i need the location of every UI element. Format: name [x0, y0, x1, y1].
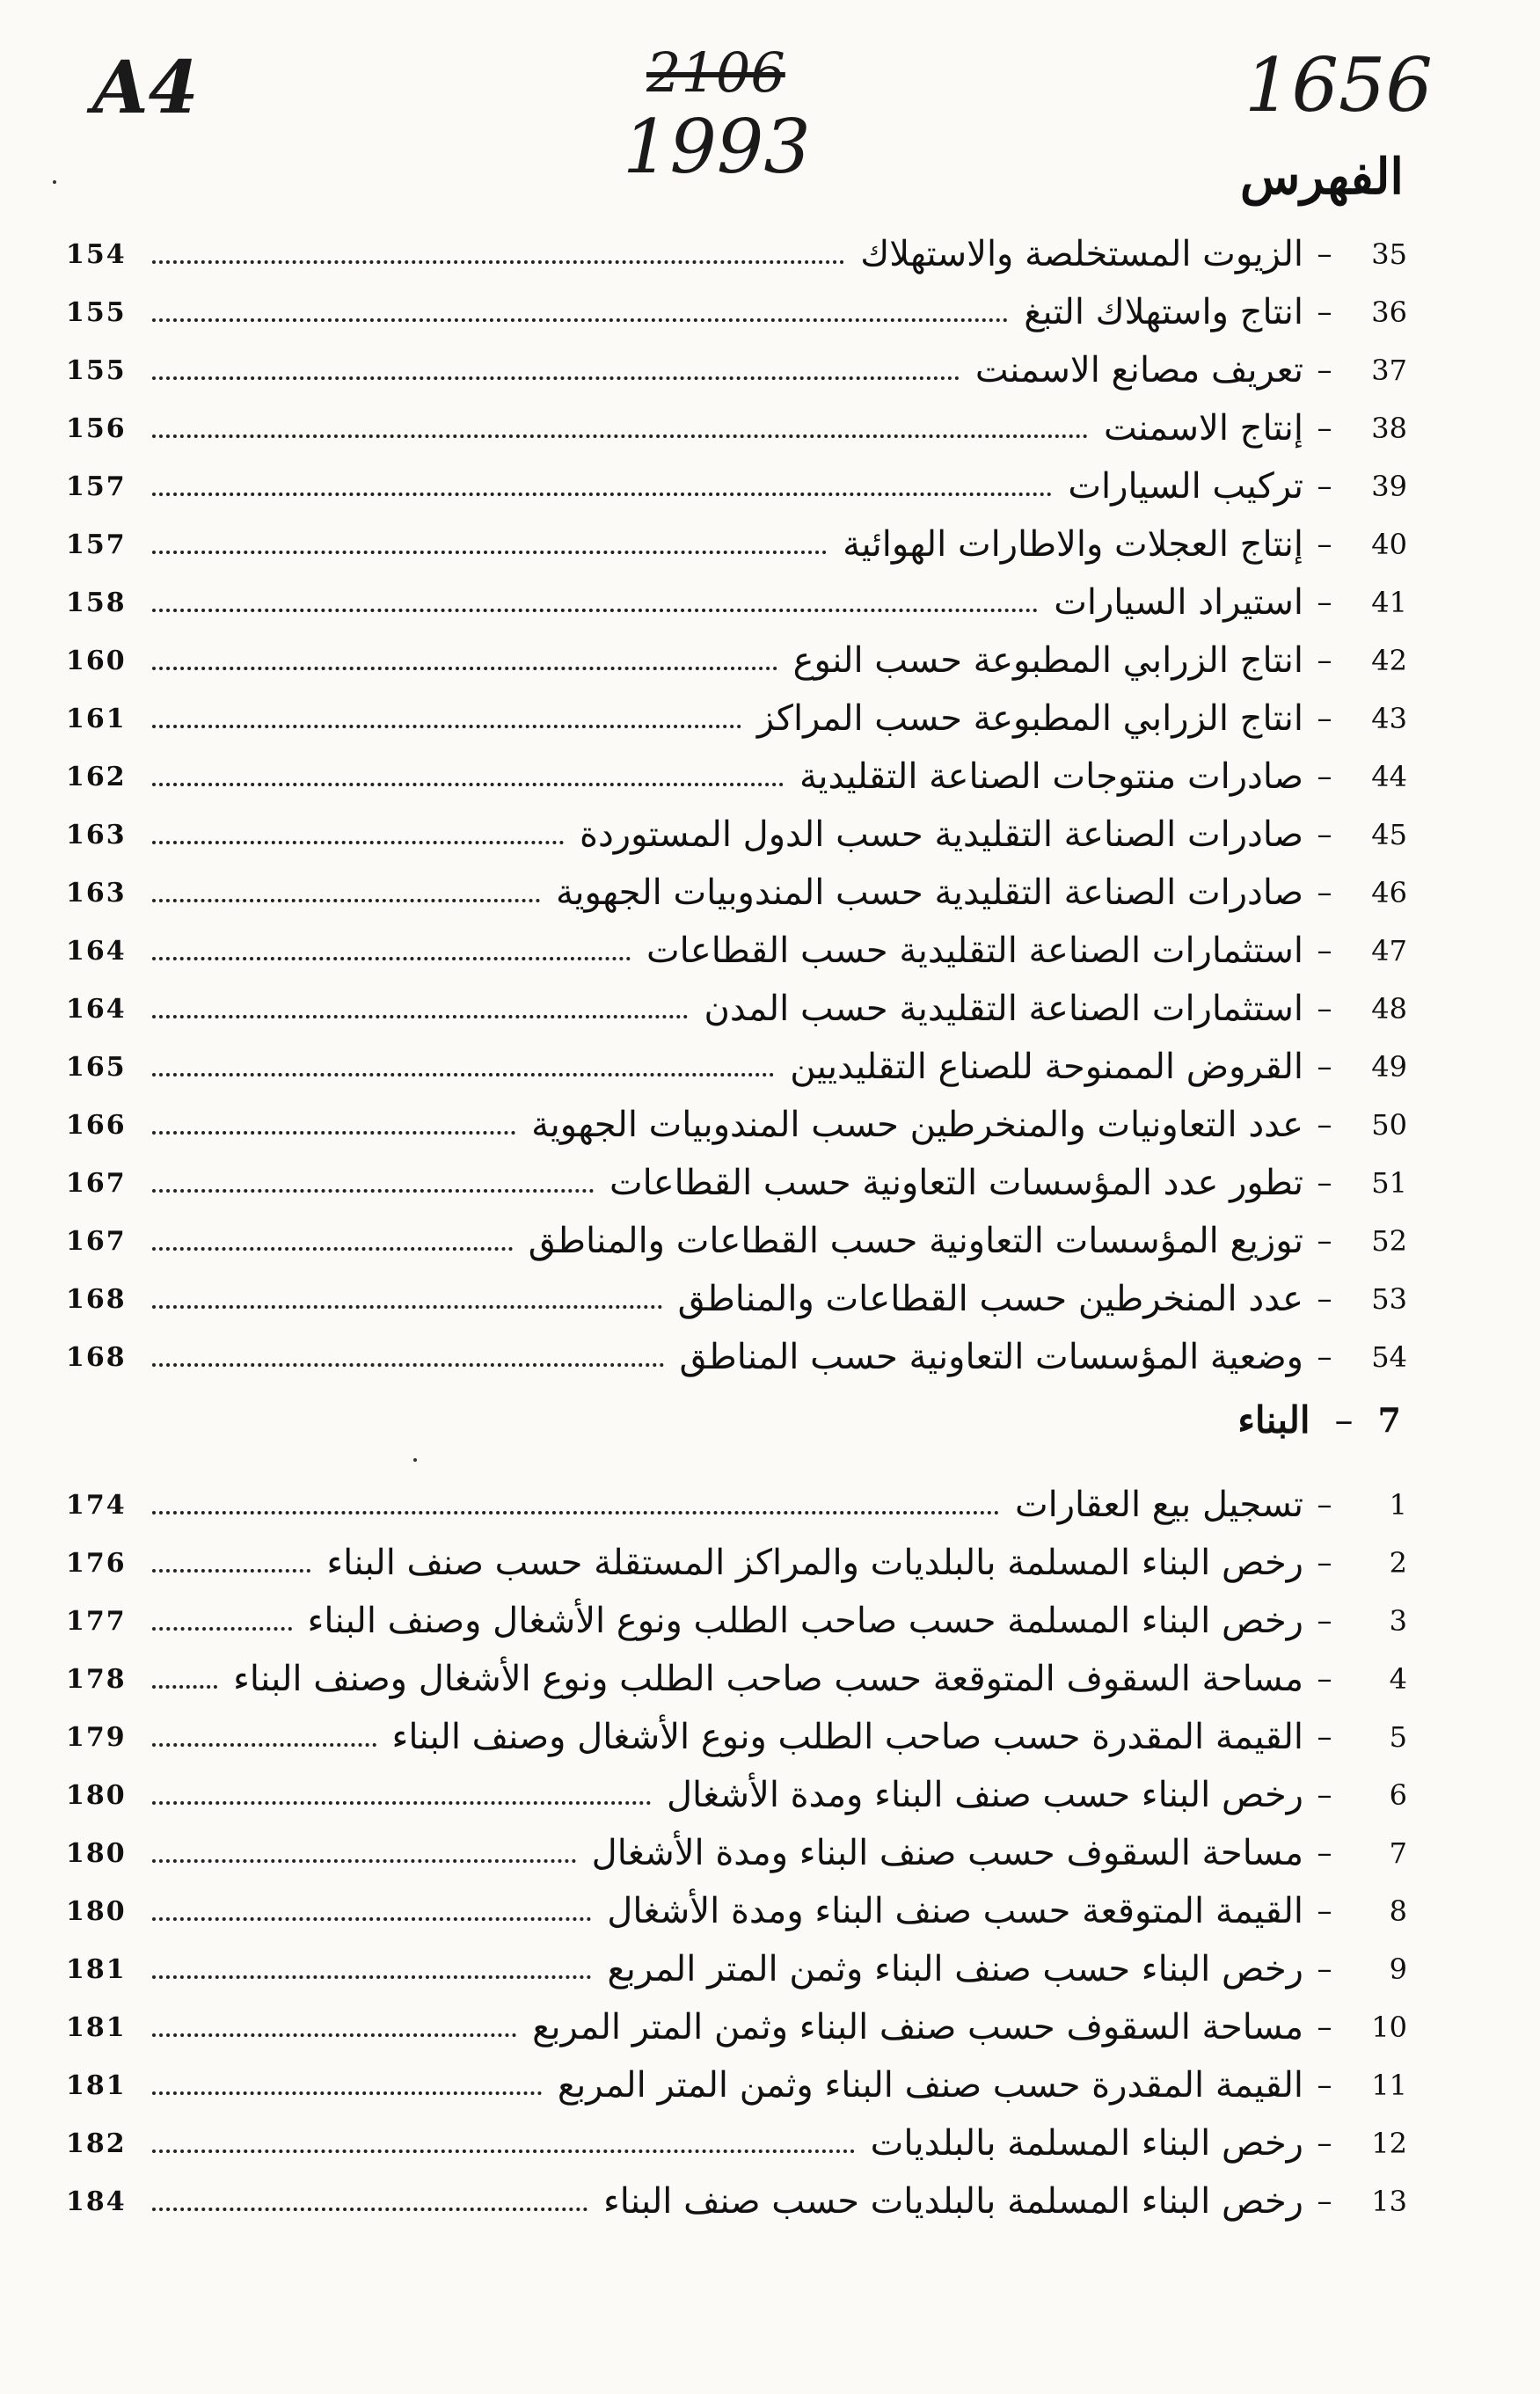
dot-leader	[152, 1685, 217, 1689]
page-number: 165	[66, 1051, 127, 1083]
toc-entry	[66, 1942, 1407, 1996]
page-number: 161	[66, 703, 127, 734]
page-number: 168	[66, 1341, 127, 1373]
dot-leader	[152, 725, 741, 728]
dot-leader	[152, 493, 1052, 496]
page-number: 180	[66, 1779, 127, 1811]
entry-dash: –	[1317, 1545, 1332, 1580]
entry-number: 44	[1371, 760, 1407, 793]
entry-number: 43	[1371, 702, 1407, 735]
toc-entry	[66, 1652, 1407, 1706]
entry-title: مساحة السقوف المتوقعة حسب صاحب الطلب ونوع الأشغال وصنف البناء	[233, 1659, 1303, 1699]
entry-dash: –	[1317, 469, 1332, 504]
page-number: 156	[66, 412, 127, 444]
entry-dash: –	[1317, 817, 1332, 852]
page-number: 164	[66, 935, 127, 967]
entry-dash: –	[1317, 2010, 1332, 2045]
entry-number: 46	[1371, 876, 1407, 909]
entry-dash: –	[1317, 1836, 1332, 1871]
entry-dash: –	[1317, 1487, 1332, 1522]
dot-leader	[152, 260, 844, 264]
handwritten-struck-number: 2106	[646, 40, 785, 105]
entry-number: 48	[1371, 992, 1407, 1025]
entry-number: 36	[1371, 296, 1407, 329]
page-number: 167	[66, 1167, 127, 1199]
entry-title: صادرات منتوجات الصناعة التقليدية	[799, 756, 1303, 797]
entry-number: 2	[1389, 1546, 1407, 1580]
entry-dash: –	[1317, 759, 1332, 794]
entry-title: إنتاج الاسمنت	[1104, 408, 1303, 449]
handwritten-note-right: 1656	[1244, 42, 1433, 128]
entry-dash: –	[1317, 1281, 1332, 1317]
entry-title: صادرات الصناعة التقليدية حسب الدول المستوردة	[580, 814, 1303, 855]
entry-number: 42	[1371, 644, 1407, 677]
entry-title: انتاج الزرابي المطبوعة حسب المراكز	[756, 698, 1303, 739]
entry-number: 10	[1371, 2011, 1407, 2044]
toc-entry	[66, 865, 1407, 920]
dot-leader	[152, 1975, 591, 1979]
page-number: 174	[66, 1489, 127, 1521]
page-number: 160	[66, 645, 127, 676]
handwritten-year: 1993	[623, 104, 811, 190]
entry-title: وضعية المؤسسات التعاونية حسب المناطق	[679, 1337, 1303, 1377]
entry-title: رخص البناء المسلمة بالبلديات حسب صنف البناء	[602, 2181, 1303, 2222]
entry-dash: –	[1317, 875, 1332, 910]
dot-leader	[152, 376, 960, 380]
entry-number: 5	[1389, 1720, 1407, 1754]
dot-leader	[152, 318, 1008, 322]
toc-entry	[66, 285, 1407, 339]
entry-number: 49	[1371, 1050, 1407, 1084]
entry-dash: –	[1317, 411, 1332, 446]
toc-entry	[66, 1536, 1407, 1590]
entry-title: القيمة المقدرة حسب صنف البناء وثمن المتر المربع	[557, 2065, 1303, 2106]
entry-number: 12	[1371, 2127, 1407, 2160]
section-number: 7	[1377, 1400, 1401, 1440]
entry-title: استثمارات الصناعة التقليدية حسب القطاعات	[646, 931, 1303, 971]
entry-dash: –	[1317, 1603, 1332, 1639]
toc-entry	[66, 2174, 1407, 2229]
entry-title: رخص البناء المسلمة بالبلديات	[870, 2123, 1303, 2164]
page-number: 184	[66, 2186, 127, 2217]
entry-title: القروض الممنوحة للصناع التقليديين	[790, 1047, 1303, 1087]
toc-entry	[66, 691, 1407, 746]
dot-leader	[152, 1917, 591, 1921]
dot-leader	[152, 1131, 515, 1135]
dot-leader	[152, 667, 777, 670]
entry-dash: –	[1317, 1049, 1332, 1084]
entry-dash: –	[1317, 1777, 1332, 1813]
entry-title: مساحة السقوف حسب صنف البناء وثمن المتر المربع	[532, 2007, 1303, 2047]
dot-leader	[152, 1305, 662, 1309]
toc-entry	[66, 2116, 1407, 2171]
entry-number: 47	[1371, 934, 1407, 967]
page-number: 163	[66, 877, 127, 909]
toc-entry	[66, 1156, 1407, 1210]
dot-leader	[152, 1363, 664, 1367]
dot-leader	[152, 1247, 513, 1251]
entry-title: استيراد السيارات	[1054, 582, 1303, 623]
entry-number: 52	[1371, 1224, 1407, 1258]
page-number: 158	[66, 587, 127, 618]
page-number: 176	[66, 1547, 127, 1579]
page-number: 167	[66, 1225, 127, 1257]
entry-dash: –	[1317, 933, 1332, 968]
toc-entry	[66, 2058, 1407, 2113]
entry-title: تطور عدد المؤسسات التعاونية حسب القطاعات	[609, 1163, 1303, 1203]
entry-title: استثمارات الصناعة التقليدية حسب المدن	[704, 989, 1303, 1029]
entry-number: 1	[1389, 1488, 1407, 1522]
dot-leader	[152, 2033, 516, 2037]
section-title: البناء	[1237, 1398, 1310, 1442]
page-title: الفهرس	[1239, 148, 1404, 206]
section-heading-construction	[1237, 1398, 1401, 1442]
entry-dash: –	[1317, 527, 1332, 562]
entry-dash: –	[1317, 237, 1332, 272]
toc-entry	[66, 1768, 1407, 1822]
page-number: 162	[66, 761, 127, 792]
page-number: 154	[66, 238, 127, 270]
entry-dash: –	[1317, 2184, 1332, 2219]
entry-dash: –	[1317, 1661, 1332, 1697]
toc-entry	[66, 2000, 1407, 2055]
dot-leader	[152, 2208, 588, 2211]
entry-number: 6	[1389, 1778, 1407, 1812]
entry-number: 45	[1371, 818, 1407, 851]
entry-title: القيمة المتوقعة حسب صنف البناء ومدة الأشغال	[607, 1891, 1303, 1931]
toc-entry	[66, 1884, 1407, 1938]
entry-title: إنتاج العجلات والاطارات الهوائية	[843, 524, 1303, 565]
toc-entry	[66, 575, 1407, 630]
entry-number: 53	[1371, 1282, 1407, 1316]
entry-title: رخص البناء المسلمة بالبلديات والمراكز المستقلة حسب صنف البناء	[326, 1543, 1303, 1583]
toc-entry	[66, 1330, 1407, 1384]
entry-number: 8	[1389, 1894, 1407, 1928]
toc-entry	[66, 1272, 1407, 1326]
toc-entry	[66, 517, 1407, 572]
entry-title: رخص البناء المسلمة حسب صاحب الطلب ونوع الأشغال وصنف البناء	[307, 1601, 1303, 1641]
entry-dash: –	[1317, 585, 1332, 620]
dot-leader	[152, 1801, 651, 1805]
entry-number: 9	[1389, 1952, 1407, 1986]
dot-leader	[152, 1189, 594, 1193]
entry-title: توزيع المؤسسات التعاونية حسب القطاعات والمناطق	[528, 1221, 1303, 1261]
dot-leader	[152, 783, 784, 786]
toc-entry	[66, 227, 1407, 281]
entry-number: 41	[1371, 586, 1407, 619]
entry-dash: –	[1317, 991, 1332, 1026]
toc-entry	[66, 1710, 1407, 1764]
entry-dash: –	[1317, 2068, 1332, 2103]
dot-leader	[152, 1073, 774, 1077]
speck	[53, 180, 56, 184]
dot-leader	[152, 1569, 310, 1573]
page-number: 157	[66, 471, 127, 502]
entry-title: تعريف مصانع الاسمنت	[974, 350, 1303, 390]
toc-entry	[66, 1040, 1407, 1094]
toc-entry	[66, 1594, 1407, 1648]
dot-leader	[152, 899, 540, 902]
page-number: 157	[66, 529, 127, 560]
dot-leader	[152, 1015, 688, 1018]
entry-number: 11	[1371, 2069, 1407, 2102]
entry-dash: –	[1317, 1719, 1332, 1755]
page-number: 182	[66, 2128, 127, 2159]
entry-title: صادرات الصناعة التقليدية حسب المندوبيات الجهوية	[555, 872, 1303, 913]
entry-dash: –	[1317, 643, 1332, 678]
dot-leader	[152, 1511, 999, 1514]
dot-leader	[152, 957, 631, 960]
entry-number: 37	[1371, 354, 1407, 387]
dot-leader	[152, 1627, 292, 1631]
entry-number: 3	[1389, 1604, 1407, 1638]
speck	[413, 1458, 417, 1462]
page-number: 166	[66, 1109, 127, 1141]
page-number: 181	[66, 2011, 127, 2043]
page-number: 163	[66, 819, 127, 850]
toc-entry	[66, 1098, 1407, 1152]
entry-number: 7	[1389, 1836, 1407, 1870]
dot-leader	[152, 609, 1038, 612]
page-number: 164	[66, 993, 127, 1025]
entry-title: القيمة المقدرة حسب صاحب الطلب ونوع الأشغال وصنف البناء	[391, 1717, 1303, 1757]
page-number: 155	[66, 354, 127, 386]
entry-number: 4	[1389, 1662, 1407, 1696]
entry-title: انتاج واستهلاك التبغ	[1024, 292, 1303, 332]
entry-title: عدد المنخرطين حسب القطاعات والمناطق	[677, 1279, 1303, 1319]
entry-title: عدد التعاونيات والمنخرطين حسب المندوبيات الجهوية	[531, 1105, 1303, 1145]
toc-entry	[66, 343, 1407, 398]
toc-entry	[66, 1478, 1407, 1532]
dot-leader	[152, 1743, 376, 1747]
entry-dash: –	[1317, 2126, 1332, 2161]
entry-dash: –	[1317, 1165, 1332, 1201]
page-number: 168	[66, 1283, 127, 1315]
dot-leader	[152, 551, 827, 554]
toc-entry	[66, 401, 1407, 456]
page-number: 180	[66, 1837, 127, 1869]
toc-entry	[66, 807, 1407, 862]
page-number: 155	[66, 296, 127, 328]
dot-leader	[152, 434, 1088, 438]
entry-title: رخص البناء حسب صنف البناء وثمن المتر المربع	[607, 1949, 1303, 1989]
entry-dash: –	[1317, 1339, 1332, 1375]
dot-leader	[152, 1859, 576, 1863]
entry-title: الزيوت المستخلصة والاستهلاك	[860, 234, 1303, 274]
page-number: 179	[66, 1721, 127, 1753]
entry-dash: –	[1317, 1107, 1332, 1142]
entry-number: 50	[1371, 1108, 1407, 1142]
entry-dash: –	[1317, 1223, 1332, 1259]
entry-dash: –	[1317, 701, 1332, 736]
page-number: 181	[66, 1953, 127, 1985]
entry-dash: –	[1317, 1894, 1332, 1929]
entry-number: 54	[1371, 1340, 1407, 1374]
entry-title: رخص البناء حسب صنف البناء ومدة الأشغال	[666, 1775, 1303, 1815]
page-number: 177	[66, 1605, 127, 1637]
toc-entry	[66, 1826, 1407, 1880]
toc-entry	[66, 1214, 1407, 1268]
entry-title: مساحة السقوف حسب صنف البناء ومدة الأشغال	[591, 1833, 1303, 1873]
page-number: 180	[66, 1895, 127, 1927]
dot-leader	[152, 2091, 542, 2095]
page-number: 178	[66, 1663, 127, 1695]
entry-title: تركيب السيارات	[1068, 466, 1303, 507]
entry-number: 51	[1371, 1166, 1407, 1200]
section-dash: –	[1334, 1398, 1354, 1442]
entry-number: 38	[1371, 412, 1407, 445]
entry-dash: –	[1317, 353, 1332, 388]
toc-entry	[66, 459, 1407, 514]
entry-title: تسجيل بيع العقارات	[1014, 1485, 1303, 1525]
toc-entry	[66, 633, 1407, 688]
page-number: 181	[66, 2069, 127, 2101]
handwritten-note-left: A4	[92, 46, 199, 130]
entry-dash: –	[1317, 1952, 1332, 1987]
dot-leader	[152, 2149, 855, 2153]
toc-entry	[66, 749, 1407, 804]
dot-leader	[152, 841, 564, 844]
toc-entry	[66, 923, 1407, 978]
entry-number: 39	[1371, 470, 1407, 503]
toc-entry	[66, 982, 1407, 1036]
entry-number: 13	[1371, 2185, 1407, 2218]
entry-dash: –	[1317, 295, 1332, 330]
entry-number: 40	[1371, 528, 1407, 561]
entry-number: 35	[1371, 237, 1407, 271]
entry-title: انتاج الزرابي المطبوعة حسب النوع	[792, 640, 1303, 681]
